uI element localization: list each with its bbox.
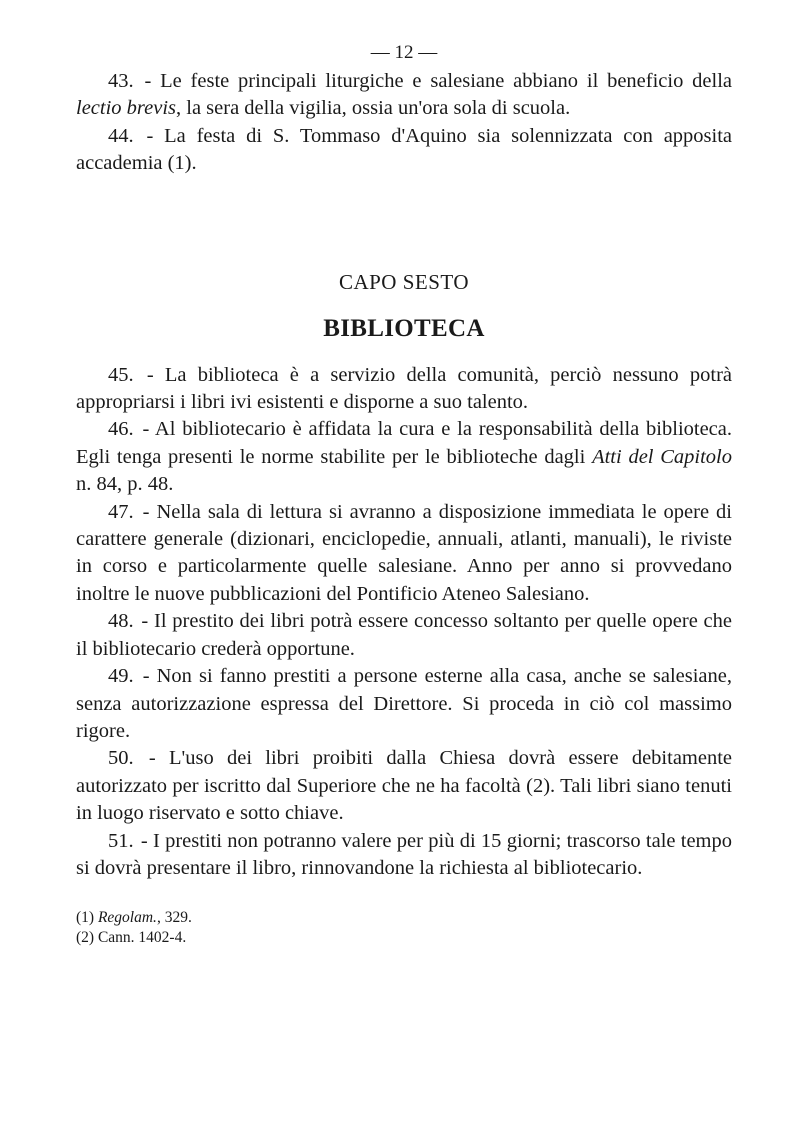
chapter-title: BIBLIOTECA <box>323 314 485 342</box>
paragraph-text: , la sera della vigilia, ossia un'ora sola di scuola. <box>176 97 571 120</box>
paragraph-number: 49. <box>108 665 134 688</box>
paragraph-text: n. 84, p. 48. <box>76 473 174 496</box>
paragraph-number: 43. <box>108 70 134 92</box>
footnotes <box>76 908 732 948</box>
paragraph-text: - Nella sala di lettura si avranno a disposizione immediata le opere di carattere generale (dizionari, enciclopedie, annuali, atlanti, manuali), le riviste in corso e particolarmente quelle salesiane. Anno per anno si provvedano inoltre le nuove pubblicazioni del Pontificio Ateneo Salesiano. <box>76 500 732 605</box>
paragraph-47 <box>76 499 732 609</box>
paragraph-number: 46. <box>108 418 134 441</box>
footnote-source: Regolam. <box>97 909 157 927</box>
paragraph-text: - La biblioteca è a servizio della comunità, perciò nessuno potrà appropriarsi i libri ivi esistenti e disporne a suo talento. <box>76 363 733 414</box>
paragraph-number: 44. <box>108 124 134 147</box>
paragraph-text: - Non si fanno prestiti a persone esterne alla casa, anche se salesiane, senza autorizzazione espressa del Direttore. Si proceda in ciò col massimo rigore. <box>76 665 733 742</box>
paragraph-number: 48. <box>108 610 134 633</box>
paragraph-number: 47. <box>108 500 134 523</box>
paragraph-number: 45. <box>108 363 134 386</box>
paragraph-44 <box>76 123 732 178</box>
paragraph-text: - Il prestito dei libri potrà essere concesso soltanto per quelle opere che il bibliotecario crederà opportune. <box>76 610 733 660</box>
paragraph-number: 51. <box>108 829 134 852</box>
italic-title: Atti del Capitolo <box>592 445 732 468</box>
paragraph-46 <box>76 416 732 498</box>
paragraph-45 <box>76 362 732 417</box>
footnote-marker: (1) <box>76 909 95 927</box>
paragraph-number: 50. <box>108 747 134 770</box>
paragraph-49 <box>76 663 732 745</box>
paragraph-48 <box>76 608 732 663</box>
page-number: — 12 — <box>370 42 438 63</box>
footnote-1 <box>76 908 732 928</box>
chapter-label: CAPO SESTO <box>338 269 470 294</box>
paragraph-51 <box>76 828 732 883</box>
footnote-marker: (2) <box>76 929 95 947</box>
paragraph-text: - I prestiti non potranno valere per più di 15 giorni; trascorso tale tempo si dovrà presentare il libro, rinnovandone la richiesta al bibliotecario. <box>76 829 733 879</box>
paragraph-text: - L'uso dei libri proibiti dalla Chiesa dovrà essere debitamente autorizzato per iscritto dal Superiore che ne ha facoltà (2). Tali libri siano tenuti in luogo riservato e sotto chiave. <box>76 747 733 825</box>
paragraph-text: - Al bibliotecario è affidata la cura e la responsabilità della biblioteca. Egli tenga presenti le norme stabilite per le biblioteche dagli <box>76 418 733 468</box>
document-page <box>76 38 732 948</box>
footnote-text: Cann. 1402-4. <box>97 929 187 947</box>
italic-term: lectio brevis <box>76 97 176 120</box>
footnote-2 <box>76 928 732 948</box>
paragraph-text: - Le feste principali liturgiche e salesiane abbiano il beneficio della <box>144 70 733 92</box>
paragraph-43 <box>76 68 732 123</box>
paragraph-50 <box>76 745 732 827</box>
footnote-text: , 329. <box>156 909 192 927</box>
spacer <box>76 178 732 262</box>
paragraph-text: - La festa di S. Tommaso d'Aquino sia solennizzata con apposita accademia (1). <box>76 124 733 175</box>
